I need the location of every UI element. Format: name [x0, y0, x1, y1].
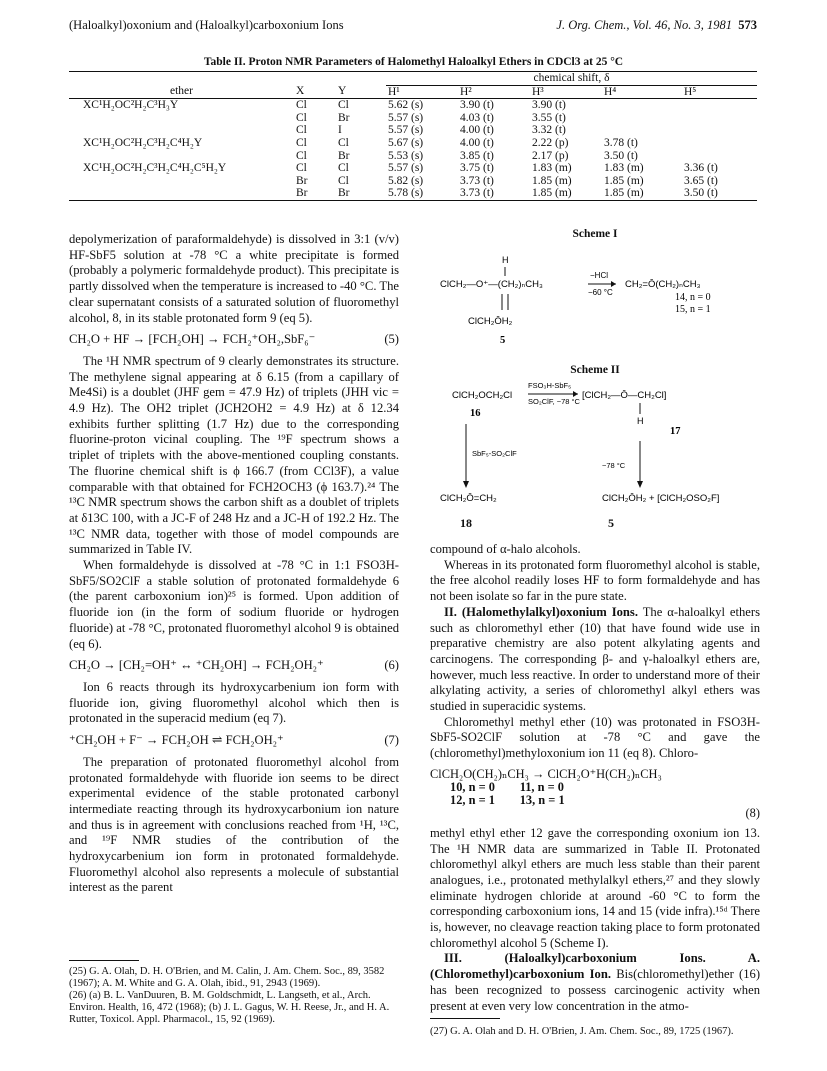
- column-header: H⁵: [684, 85, 697, 98]
- table-cell: [602, 99, 682, 112]
- table-cell: 1.85 (m): [604, 174, 644, 187]
- table-cell: [682, 150, 757, 163]
- table-caption: Table II. Proton NMR Parameters of Halomethyl Haloalkyl Ethers in CDCl3 at 25 °C: [203, 56, 624, 68]
- table-cell: Br: [338, 187, 350, 200]
- table-cell: 3.90 (t): [460, 99, 494, 112]
- table-cell: 1.83 (m): [532, 162, 572, 175]
- table-cell: Cl: [296, 124, 307, 137]
- footnote-26: (26) (a) B. L. VanDuuren, B. M. Goldschmidt, L. Langseth, et al., Arch. Environ. Health, 16, 472 (1968); (b) J. L. Gagus, W. H. Reese, Jr., and H. A. Rutter, Toxicol. Appl. Pharmacol., 15, 92 (1969).: [69, 990, 390, 1025]
- table-cell: [69, 112, 294, 125]
- section-heading: II. (Halomethylalkyl)oxonium Ions.: [444, 604, 638, 619]
- scheme-1-title: Scheme I: [572, 228, 618, 240]
- scheme2-5: 5: [608, 516, 614, 530]
- scheme2-cond4: −78 °C: [602, 461, 626, 470]
- scheme2-cond3: SbF₅-SO₂ClF: [472, 449, 517, 458]
- table-row: [69, 150, 757, 163]
- table-row: [69, 99, 757, 112]
- page-number: 573: [738, 18, 757, 32]
- chemical-shift-header: chemical shift, δ: [386, 72, 757, 85]
- table-cell: 3.50 (t): [684, 187, 718, 200]
- table-cell: 5.78 (s): [388, 187, 424, 200]
- table-cell: 4.00 (t): [460, 136, 494, 149]
- table-cell: 1.85 (m): [532, 174, 572, 187]
- table-cell: Br: [296, 174, 308, 187]
- table-cell: 4.00 (t): [460, 124, 494, 137]
- table-row: [69, 112, 757, 125]
- paragraph: When formaldehyde is dissolved at -78 °C in 1:1 FSO3H-SbF5/SO2ClF a stable solution of protonated formaldehyde 6 (the parent carboxonium ion)²⁵ is formed. Upon addition of fluoride ion (in the form of sodium fluoride or hydrogen fluoride) at -78 °C, protonated fluoromethyl alcohol 9 is obtained (eq 6).: [69, 558, 399, 651]
- footnotes-left: [69, 966, 399, 1026]
- scheme2-16: 16: [470, 408, 481, 419]
- scheme2-17: 17: [670, 426, 681, 437]
- table-cell: 3.36 (t): [684, 162, 718, 175]
- table-cell: Cl: [338, 162, 349, 175]
- table-cell: [682, 124, 757, 137]
- paragraph: Ion 6 reacts through its hydroxycarbenium ion form with fluoride ion, giving fluoromethyl alcohol which then is protonated in the superacid medium (eq 7).: [69, 679, 399, 726]
- table-cell: 5.57 (s): [388, 162, 424, 175]
- table-cell: [69, 150, 294, 163]
- scheme2-H: H: [637, 416, 644, 426]
- column-header: ether: [170, 85, 193, 98]
- table-cell: 2.17 (p): [532, 149, 569, 162]
- paragraph: III. (Haloalkyl)carboxonium Ions. A. (Chloromethyl)carboxonium Ion. Bis(chloromethyl)ether (16) has been recognized to possess carcinogenic activity when present at even very low concentration in the atmo-: [430, 951, 761, 1013]
- table-cell: 1.83 (m): [604, 162, 644, 175]
- right-column: [430, 542, 760, 1014]
- column-header: H¹: [388, 85, 400, 98]
- table-cell: [602, 124, 682, 137]
- scheme-2-diagram: [430, 376, 760, 511]
- paragraph: Chloromethyl methyl ether (10) was protonated in FSO3H-SbF5-SO2ClF solution at -78 °C and gave the (chloromethyl)methyloxonium ion 11 (eq 8). Chloro-: [430, 714, 760, 761]
- table-cell: Cl: [296, 149, 307, 162]
- scheme1-14: 14, n = 0: [675, 292, 711, 303]
- column-header: H³: [532, 85, 544, 98]
- equation-7: ⁺CH₂OH + F⁻ → FCH₂OH ⇌ FCH₂OH₂⁺ (7): [69, 733, 399, 748]
- table-cell: 5.82 (s): [388, 174, 424, 187]
- table-cell: 3.73 (t): [460, 174, 494, 187]
- header-title: (Haloalkyl)oxonium and (Haloalkyl)carboxonium Ions: [69, 18, 344, 32]
- table-cell: Cl: [338, 174, 349, 187]
- scheme2-carboxonium: ClCH₂Ō=CH₂: [440, 493, 497, 504]
- scheme1-cond: −HCl: [590, 271, 609, 280]
- footnote-rule: [69, 960, 139, 961]
- table-cell: 5.57 (s): [388, 111, 424, 124]
- scheme2-ether: ClCH₂OCH₂Cl: [452, 390, 513, 401]
- table-cell: XC¹H₂OC²H₂C³H₂C⁴H₂Y: [83, 136, 203, 149]
- table-cell: 3.50 (t): [604, 149, 638, 162]
- table-cell: 5.67 (s): [388, 136, 424, 149]
- header-journal: J. Org. Chem., Vol. 46, No. 3, 1981 573: [556, 18, 757, 32]
- scheme1-alcohol: ClCH₂ŌH₂: [468, 316, 513, 327]
- scheme1-temp: −60 °C: [588, 288, 613, 297]
- scheme2-18: 18: [460, 516, 472, 530]
- table-cell: XC¹H₂OC²H₂C³H₂C⁴H₂C⁵H₂Y: [83, 162, 227, 175]
- table-cell: [69, 187, 294, 200]
- table-cell: 3.90 (t): [532, 99, 566, 112]
- left-column: [69, 232, 399, 896]
- scheme1-15: 15, n = 1: [675, 304, 711, 315]
- table-group-header: [69, 72, 757, 85]
- equation-5: CH₂O + HF → [FCH₂OH] → FCH₂⁺OH₂,SbF₆⁻ (5): [69, 332, 399, 347]
- equation-8: ClCH₂O(CH₂)ₙCH₃ → ClCH₂O⁺H(CH₂)ₙCH₃ 10, n = 0 11, n = 0 12, n = 1 13, n = 1 (8): [430, 766, 760, 820]
- table-cell: XC¹H₂OC²H₂C³H₃Y: [83, 99, 179, 112]
- paragraph: compound of α-halo alcohols.: [430, 542, 581, 556]
- scheme-1-diagram: [430, 240, 760, 355]
- paragraph: depolymerization of paraformaldehyde) is dissolved in 3:1 (v/v) HF-SbF5 solution at -78 °C a white precipitate is formed (probably a polymeric formaldehyde product). This precipitate is partly dissolved when the temperature is increased to -40 °C. The clear supernatant consists of a saturated solution of fluoromethyl alcohol, 8, in its stable protonated form 9 (eq 5).: [69, 232, 399, 325]
- equation-6: CH₂O → [CH₂=OH⁺ ↔ ⁺CH₂OH] → FCH₂OH₂⁺ (6): [69, 658, 399, 673]
- table-cell: 1.85 (m): [532, 187, 572, 200]
- table-cell: 5.57 (s): [388, 124, 424, 137]
- table-top-rule: [69, 71, 757, 72]
- table-cell: 5.62 (s): [388, 99, 424, 112]
- scheme-2-title: Scheme II: [570, 364, 620, 376]
- table-cell: Cl: [296, 111, 307, 124]
- table-row: [69, 162, 757, 175]
- table-cell: 2.22 (p): [532, 136, 569, 149]
- table-cell: Br: [338, 149, 350, 162]
- table-cell: 4.03 (t): [460, 111, 494, 124]
- paragraph: The ¹H NMR spectrum of 9 clearly demonstrates its structure. The methylene signal appearing at δ 6.15 (from a capillary of Me4Si) is a doublet (JHF gem = 47.9 Hz) of triplets (JHH vic = 4.9 Hz). The OH2 triplet (JCH2OH2 = 4.9 Hz) at δ 12.34 exhibits further splitting (1.7 Hz) due to the corresponding fluorine-proton vicinal coupling. The ¹⁹F spectrum shows a triplet of triplets with the above-mentioned coupling constants. The fluorine chemical shift is ϕ 166.7 (from CCl3F), a value comparable with that obtained for FCH2OCH3 (ϕ 163.7).²⁴ The ¹³C NMR spectrum shows the carbon shift as a doublet of triplets at δ13C 100, with a JC-F of 248 Hz and a JC-H of 192.2 Hz. The ¹³C NMR data, together with those of model compounds are summarized in Table IV.: [69, 353, 399, 557]
- schemes: [430, 228, 760, 530]
- footnote-rule: [430, 1018, 500, 1019]
- table-cell: Cl: [296, 99, 307, 112]
- scheme1-H: H: [502, 255, 509, 265]
- table-cell: Cl: [296, 136, 307, 149]
- column-header: H²: [460, 85, 472, 98]
- section-heading: III. (Haloalkyl)carboxonium Ions. A. (Chloromethyl)carboxonium Ion.: [430, 951, 760, 982]
- paragraph: methyl ethyl ether 12 gave the corresponding oxonium ion 13. The ¹H NMR data are summarized in Table II. Protonated chloromethyl alkyl ethers are much less stable than their parent analogues, i.e., protonated methylalkyl ethers,²⁷ and they slowly eliminate hydrogen chloride at around -60 °C to form the corresponding carboxonium ions, 14 and 15 (vide infra).¹⁵ᵈ There is, however, no cleavage reaction taking place to form protonated chloromethyl alcohol 5 (Scheme I).: [430, 825, 760, 950]
- column-header: H⁴: [604, 85, 617, 98]
- footnote-25: (25) G. A. Olah, D. H. O'Brien, and M. Calin, J. Am. Chem. Soc., 89, 3582 (1967); A. M. White and G. A. Olah, ibid., 91, 2943 (1969).: [69, 966, 385, 989]
- nmr-table: [69, 72, 757, 201]
- paragraph: II. (Halomethylalkyl)oxonium Ions. The α-haloalkyl ethers such as chloromethyl ether (10) that have found wide use in preparative chemistry are also potent alkylating agents and carcinogens. The corresponding β- and γ-haloalkyl ethers are, however, much less reactive. In order to understand more of their alkylating activity, a series of chloromethyl alkyl ethers was studied in superacidic systems.: [430, 604, 760, 714]
- table-cell: [69, 124, 294, 137]
- table-cell: [682, 112, 757, 125]
- column-header: Y: [338, 85, 347, 98]
- paragraph: Whereas in its protonated form fluoromethyl alcohol is stable, the free alcohol readily loses HF to form formaldehyde and has not been isolate so far in the pure state.: [430, 557, 760, 604]
- table-cell: 3.75 (t): [460, 162, 494, 175]
- table-cell: 3.55 (t): [532, 111, 566, 124]
- table-cell: 3.32 (t): [532, 124, 566, 137]
- table-cell: [602, 112, 682, 125]
- table-row: [69, 137, 757, 150]
- scheme2-cond2: SO₂ClF, −78 °C: [528, 397, 580, 406]
- scheme2-cond1: FSO₃H-SbF₅: [528, 381, 572, 390]
- table-row: [69, 187, 757, 200]
- table-cell: Cl: [338, 99, 349, 112]
- table-cell: 3.85 (t): [460, 149, 494, 162]
- table-cell: [69, 175, 294, 188]
- scheme1-oxonium: ClCH₂—O⁺—(CH₂)ₙCH₃: [440, 279, 543, 290]
- paragraph: The preparation of protonated fluoromethyl alcohol from protonated formaldehyde with fluoride ion seems to be direct experimental evidence of the stable protonated carbonyl intermediate reacting through its hydroxycarbonium ion nature and thus is in agreement with conclusions reached from ¹H, ¹³C, and ¹⁹F NMR studies of the contribution of the hydroxycarbenium ion form in protonated formaldehyde. Fluoromethyl alcohol also represents a molecule of substantial interest as the parent: [69, 754, 399, 895]
- scheme1-product: CH₂=Ō(CH₂)ₙCH₃: [625, 279, 701, 290]
- table-row: [69, 124, 757, 137]
- scheme2-ion: [ClCH₂—Ō—CH₂Cl]: [582, 390, 667, 401]
- table-cell: 3.78 (t): [604, 136, 638, 149]
- table-cell: I: [338, 124, 342, 137]
- table-cell: 3.73 (t): [460, 187, 494, 200]
- table-cell: 3.65 (t): [684, 174, 718, 187]
- table-header-row: [69, 85, 757, 99]
- footnote-27: (27) G. A. Olah and D. H. O'Brien, J. Am. Chem. Soc., 89, 1725 (1967).: [430, 1026, 734, 1037]
- column-header: X: [296, 85, 305, 98]
- table-cell: [682, 137, 757, 150]
- table-cell: Br: [296, 187, 308, 200]
- table-cell: Br: [338, 111, 350, 124]
- table-cell: Cl: [296, 162, 307, 175]
- table-cell: 5.53 (s): [388, 149, 424, 162]
- scheme2-products: ClCH₂ŌH₂ + [ClCH₂OSO₂F]: [602, 493, 720, 504]
- table-cell: 1.85 (m): [604, 187, 644, 200]
- table-row: [69, 175, 757, 188]
- scheme1-5: 5: [500, 335, 506, 346]
- table-cell: Cl: [338, 136, 349, 149]
- table-cell: [682, 99, 757, 112]
